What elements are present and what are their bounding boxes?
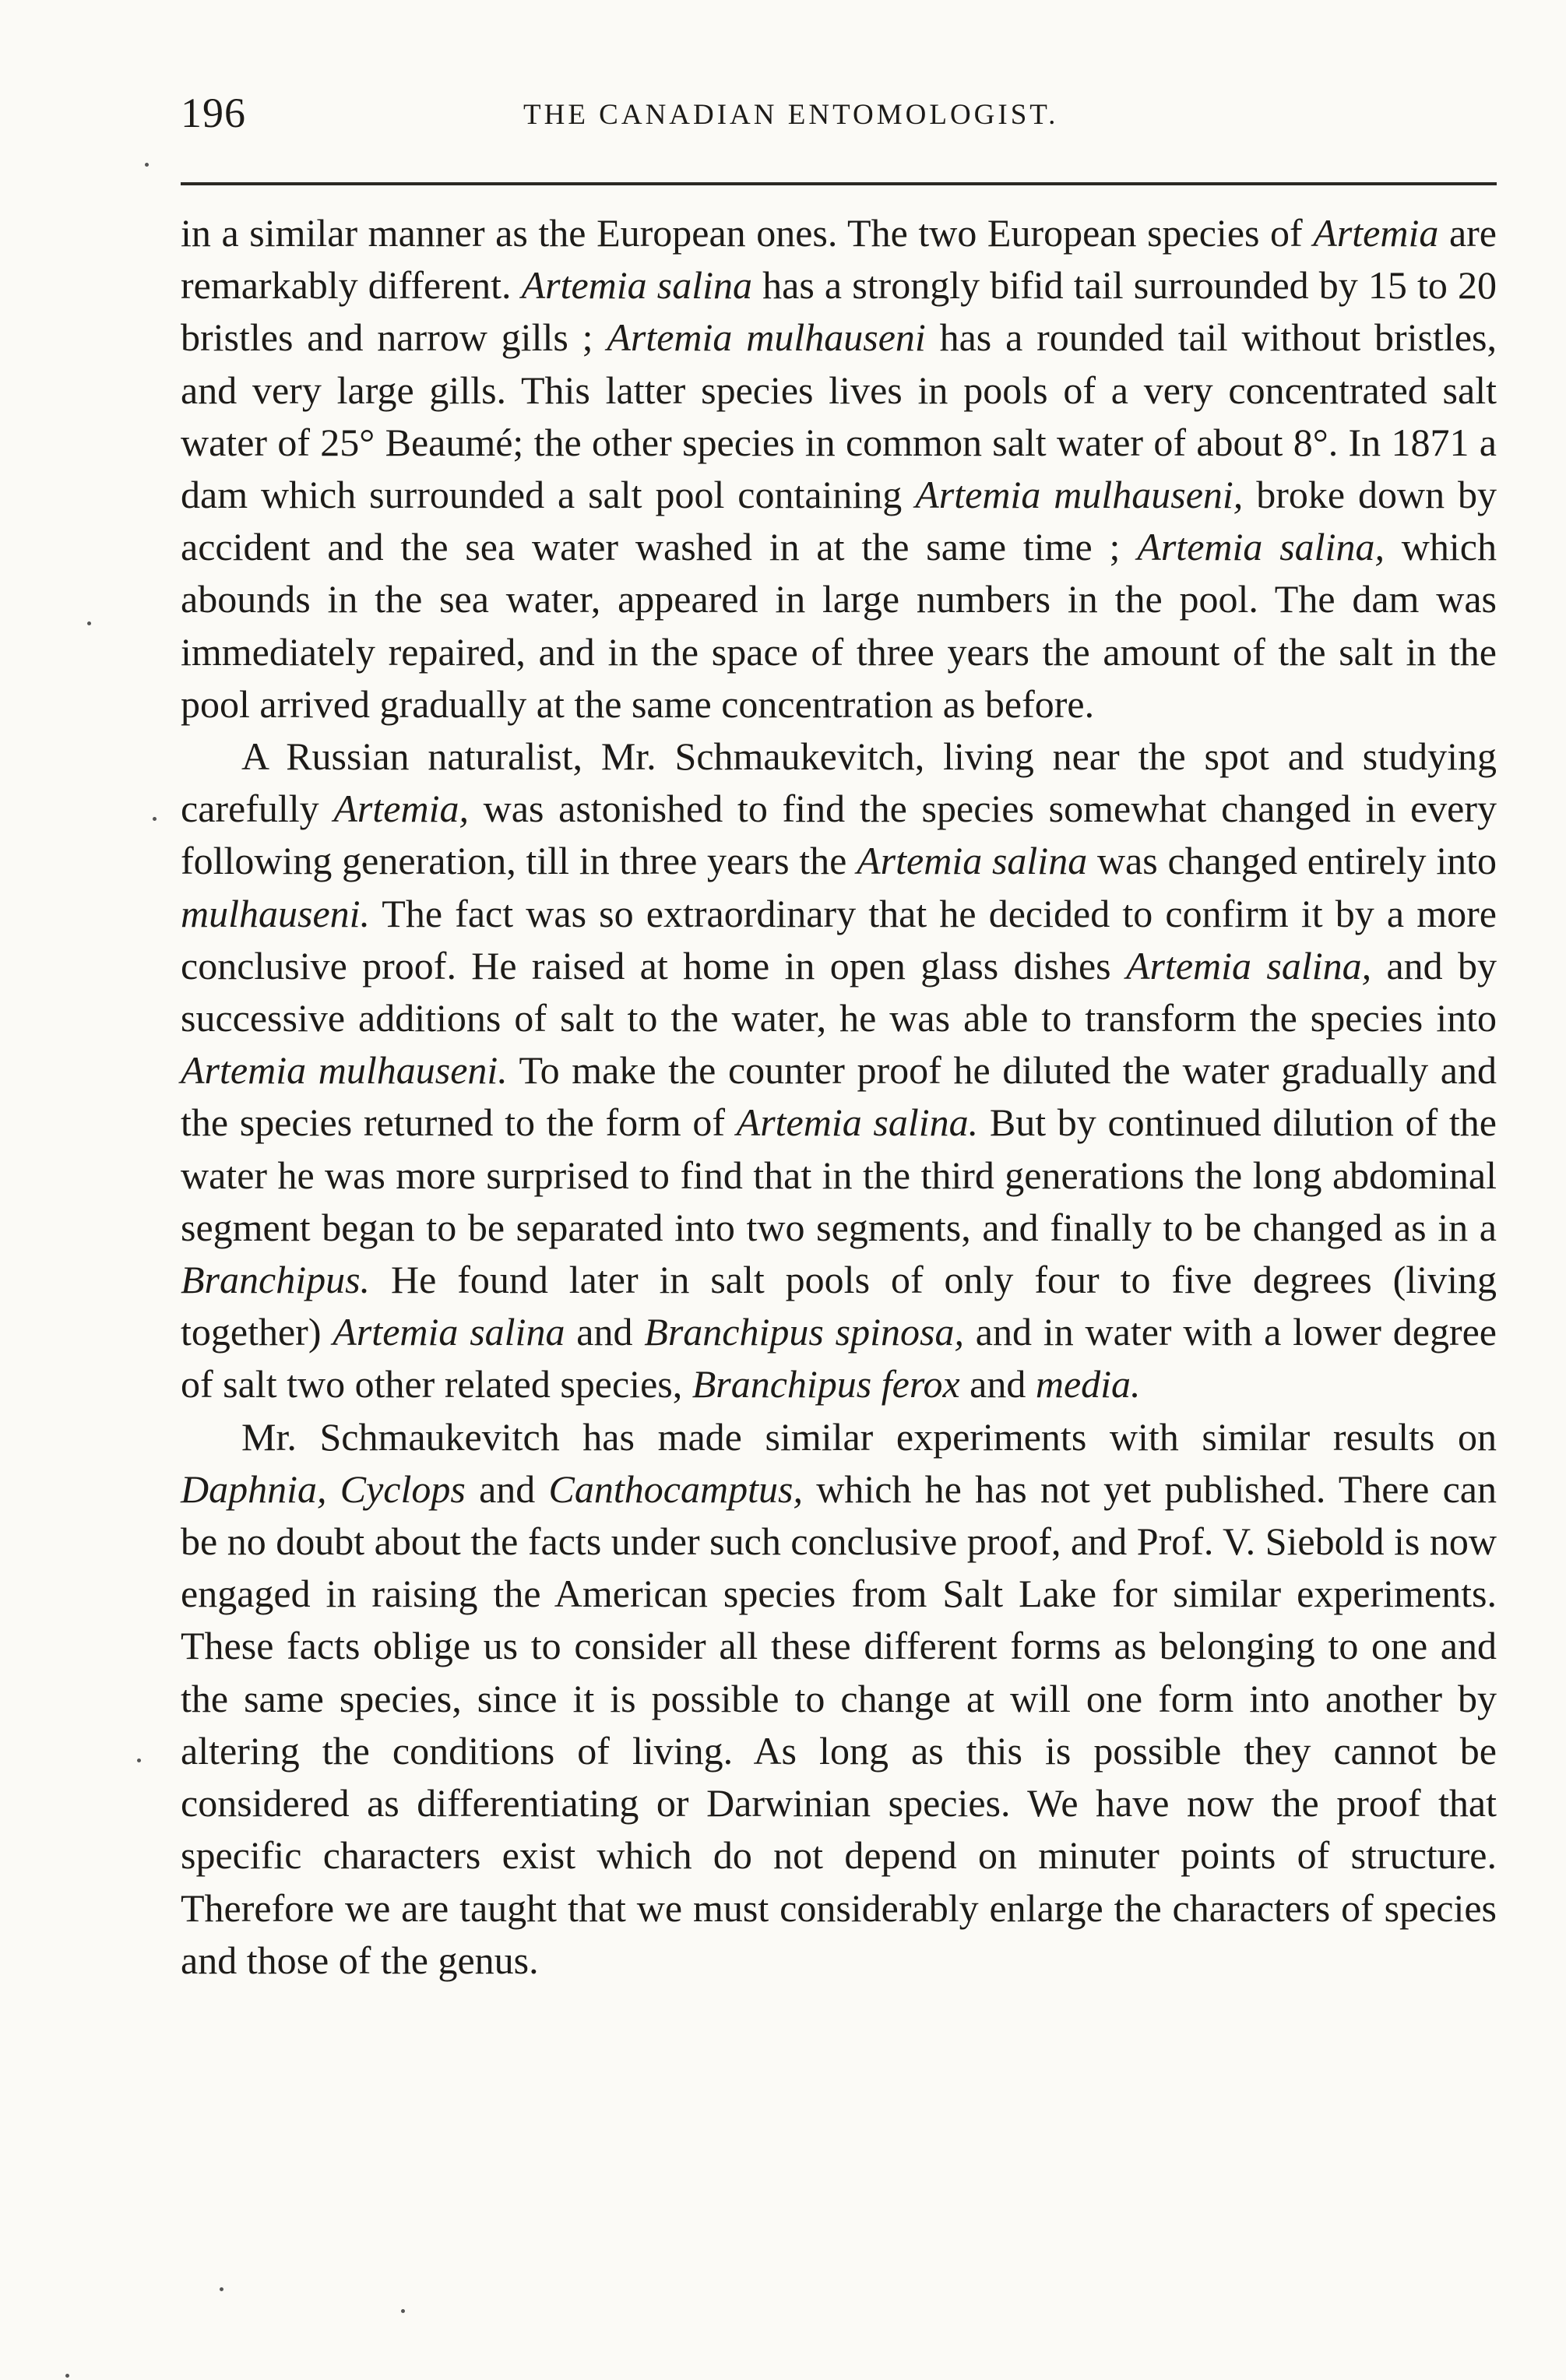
italic-taxon: Artemia salina,: [1125, 943, 1372, 988]
text-run: has a strongly bifid tail surrounded by 15 to 20 bristles and narrow gills ;: [181, 263, 1497, 360]
text-run: To make the counter proof he diluted the water gradually and the species returned to the form of: [181, 1048, 1497, 1145]
text-run: has a rounded tail without bristles, and very large gills. This latter species lives in pools of a very concentrated salt water of 25° Beaumé; the other species in common salt water of about 8°. In 1871 a dam which surrounded a salt pool containing: [181, 315, 1497, 517]
text-run: are remarkably different.: [181, 211, 1497, 308]
italic-taxon: Branchipus.: [181, 1258, 371, 1302]
article-body: [181, 207, 1497, 1987]
italic-taxon: Artemia salina: [521, 263, 753, 308]
page-content: [181, 84, 1497, 1987]
italic-taxon: Artemia mulhauseni,: [915, 473, 1244, 517]
scan-speck: [145, 163, 149, 167]
italic-taxon: Canthocamptus,: [548, 1466, 803, 1511]
text-run: The fact was so extraordinary that he decided to confirm it by a more conclusive proof. He raised at home in open glass dishes: [181, 891, 1497, 988]
italic-taxon: Artemia salina: [857, 839, 1088, 883]
italic-taxon: Artemia mulhauseni: [607, 315, 926, 360]
paragraph: [181, 1411, 1497, 1987]
italic-taxon: Branchipus ferox: [692, 1362, 960, 1407]
page-number: 196: [181, 90, 246, 136]
text-run: which he has not yet published. There can be no doubt about the facts under such conclusive proof, and Prof. V. Siebold is now engaged in raising the American species from Salt Lake for similar experiments. These facts oblige us to consider all these different forms as belonging to one and the same species, since it is possible to change at will one form into another by altering the conditions of living. As long as this is possible they cannot be considered as differentiating or Darwinian species. We have now the proof that specific characters exist which do not depend on minuter points of structure. Therefore we are taught that we must considerably enlarge the characters of species and those of the genus.: [181, 1466, 1497, 1982]
scan-speck: [65, 2374, 69, 2378]
text-run: and: [959, 1362, 1036, 1407]
italic-taxon: Artemia salina: [333, 1310, 565, 1354]
italic-taxon: Artemia salina,: [1137, 525, 1385, 569]
scan-speck: [87, 621, 91, 625]
italic-taxon: Daphnia, Cyclops: [181, 1466, 466, 1511]
text-run: and: [565, 1310, 645, 1354]
text-run: in a similar manner as the European ones. The two European species of: [181, 211, 1314, 255]
scan-speck: [220, 2287, 223, 2291]
italic-taxon: mulhauseni.: [181, 891, 371, 935]
scan-speck: [137, 1759, 141, 1762]
running-header: [181, 84, 1497, 154]
italic-taxon: Artemia salina.: [736, 1100, 979, 1145]
text-run: and: [465, 1466, 549, 1511]
scan-speck: [153, 817, 157, 821]
header-rule: [181, 182, 1497, 185]
text-run: was changed entirely into: [1087, 839, 1497, 883]
text-run: and by successive additions of salt to the water, he was able to transform the species into: [181, 943, 1497, 1040]
text-run: But by continued dilution of the water he was more surprised to find that in the third generations the long abdominal segment began to be separated into two segments, and finally to be changed as in a: [181, 1100, 1497, 1249]
scan-speck: [401, 2309, 405, 2313]
text-run: broke down by accident and the sea water washed in at the same time ;: [181, 473, 1497, 569]
italic-taxon: Branchipus spinosa,: [644, 1310, 964, 1354]
italic-taxon: Artemia: [1313, 211, 1439, 255]
text-run: Mr. Schmaukevitch has made similar experiments with similar results on: [241, 1414, 1497, 1459]
text-run: A Russian naturalist, Mr. Schmaukevitch, living near the spot and studying carefully: [181, 734, 1497, 831]
paragraph: [181, 731, 1497, 1411]
text-run: and in water with a lower degree of salt two other related species,: [181, 1310, 1497, 1407]
italic-taxon: media.: [1035, 1362, 1141, 1407]
text-run: which abounds in the sea water, appeared in large numbers in the pool. The dam was immediately repaired, and in the space of three years the amount of the salt in the pool arrived gradually at the same concentration as before.: [181, 525, 1497, 726]
text-run: He found later in salt pools of only four to five degrees (living together): [181, 1258, 1497, 1354]
paragraph: [181, 207, 1497, 731]
text-run: was astonished to find the species somewhat changed in every following generation, till in three years the: [181, 787, 1497, 883]
italic-taxon: Artemia,: [333, 787, 469, 831]
running-title: THE CANADIAN ENTOMOLOGIST.: [523, 99, 1059, 131]
italic-taxon: Artemia mulhauseni.: [181, 1048, 508, 1093]
